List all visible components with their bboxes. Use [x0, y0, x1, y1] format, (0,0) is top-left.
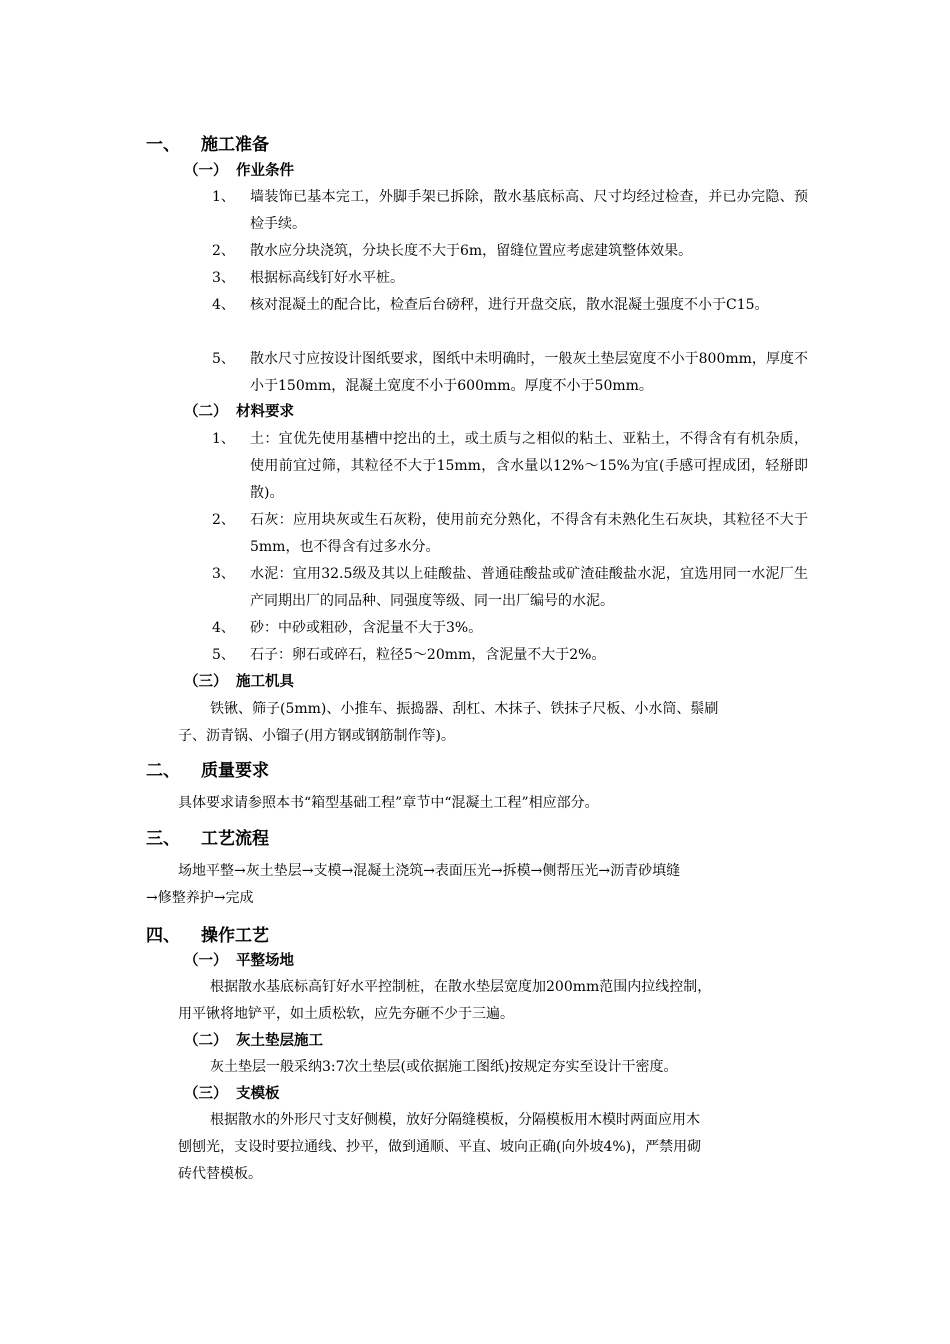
subsection-number: （二） — [184, 1033, 228, 1049]
list-item — [212, 184, 808, 238]
item-text: 砂：中砂或粗砂，含泥量不大于3%。 — [250, 620, 483, 636]
item-text: 根据标高线钉好水平桩。 — [250, 270, 404, 286]
list-item — [212, 507, 808, 561]
item-text: 石灰：应用块灰或生石灰粉，使用前充分熟化，不得含有未熟化生石灰块，其粒径不大于5mm，也不得含有过多水分。 — [250, 512, 808, 555]
subsection-number: （二） — [184, 404, 228, 420]
subsection-title: 灰土垫层施工 — [236, 1033, 323, 1049]
subsection-title: 平整场地 — [236, 953, 294, 969]
subsection-title: 材料要求 — [236, 404, 294, 420]
section-heading-3 — [146, 828, 806, 850]
subsection-title: 支模板 — [236, 1086, 280, 1102]
paragraph — [178, 974, 808, 1028]
section-title: 质量要求 — [201, 761, 269, 781]
subsection-number: （三） — [184, 1086, 228, 1102]
subsection-heading-1-1 — [184, 161, 294, 181]
subsection-number: （一） — [184, 163, 228, 179]
list-item — [212, 561, 808, 615]
paragraph-line: 根据散水的外形尺寸支好侧模，放好分隔缝模板，分隔模板用木模时两面应用木 — [210, 1112, 700, 1128]
item-text: 墙装饰已基本完工，外脚手架已拆除，散水基底标高、尺寸均经过检查，并已办完隐、预检手续。 — [250, 189, 808, 232]
paragraph — [146, 858, 808, 912]
section-title: 施工准备 — [201, 135, 269, 155]
paragraph-line: 子、沥青锅、小镏子(用方钢或钢筋制作等)。 — [178, 728, 455, 744]
paragraph-line: 根据散水基底标高钉好水平控制桩，在散水垫层宽度加200mm范围内拉线控制， — [210, 979, 712, 995]
paragraph-line: 具体要求请参照本书“箱型基础工程”章节中“混凝土工程”相应部分。 — [178, 795, 599, 811]
item-number: 3、 — [212, 566, 235, 582]
section-heading-1 — [146, 134, 806, 156]
list-item — [212, 238, 808, 265]
subsection-heading-1-3 — [184, 672, 294, 692]
list-item — [212, 642, 808, 669]
subsection-heading-4-1 — [184, 951, 294, 971]
item-number: 5、 — [212, 647, 235, 663]
item-text: 土：宜优先使用基槽中挖出的土，或土质与之相似的粘土、亚粘土，不得含有有机杂质，使用前宜过筛，其粒径不大于15mm，含水量以12%～15%为宜(手感可捏成团，轻掰即散)。 — [250, 431, 808, 501]
item-number: 1、 — [212, 431, 235, 447]
section-heading-4 — [146, 925, 806, 947]
item-number: 4、 — [212, 297, 235, 313]
section-number: 三、 — [146, 829, 180, 849]
item-text: 石子：卵石或碎石，粒径5～20mm，含泥量不大于2%。 — [250, 647, 606, 663]
subsection-number: （一） — [184, 953, 228, 969]
subsection-title: 作业条件 — [236, 163, 294, 179]
item-number: 2、 — [212, 243, 235, 259]
item-number: 1、 — [212, 189, 235, 205]
paragraph-line: 灰土垫层一般采纳3:7次土垫层(或依据施工图纸)按规定夯实至设计干密度。 — [210, 1059, 678, 1075]
paragraph — [178, 790, 808, 817]
section-heading-2 — [146, 760, 806, 782]
paragraph-line: 刨刨光，支设时要拉通线、抄平，做到通顺、平直、坡向正确(向外坡4%)，严禁用砌 — [178, 1139, 702, 1155]
item-text: 散水应分块浇筑，分块长度不大于6m，留缝位置应考虑建筑整体效果。 — [250, 243, 693, 259]
section-number: 四、 — [146, 926, 180, 946]
paragraph-line: 用平锹将地铲平，如土质松软，应先夯砸不少于三遍。 — [178, 1006, 514, 1022]
subsection-heading-4-2 — [184, 1031, 323, 1051]
item-number: 5、 — [212, 351, 235, 367]
item-text: 散水尺寸应按设计图纸要求，图纸中未明确时，一般灰土垫层宽度不小于800mm，厚度不小于150mm，混凝土宽度不小于600mm。厚度不小于50mm。 — [250, 351, 808, 394]
list-item — [212, 615, 808, 642]
item-text: 水泥：宜用32.5级及其以上硅酸盐、普通硅酸盐或矿渣硅酸盐水泥，宜选用同一水泥厂生产同期出厂的同品种、同强度等级、同一出厂编号的水泥。 — [250, 566, 808, 609]
paragraph — [178, 1107, 808, 1188]
section-number: 二、 — [146, 761, 180, 781]
paragraph — [178, 1054, 808, 1081]
paragraph-line: →修整养护→完成 — [146, 890, 254, 906]
list-item — [212, 346, 808, 400]
paragraph-line: 砖代替模板。 — [178, 1166, 262, 1182]
section-number: 一、 — [146, 135, 180, 155]
paragraph — [178, 696, 808, 750]
subsection-title: 施工机具 — [236, 674, 294, 690]
section-title: 工艺流程 — [201, 829, 269, 849]
list-item — [212, 426, 808, 507]
subsection-heading-1-2 — [184, 402, 294, 422]
item-number: 2、 — [212, 512, 235, 528]
list-item — [212, 265, 808, 292]
subsection-number: （三） — [184, 674, 228, 690]
item-text: 核对混凝土的配合比，检查后台磅秤，进行开盘交底，散水混凝土强度不小于C15。 — [250, 297, 769, 313]
item-number: 4、 — [212, 620, 235, 636]
paragraph-line: 场地平整→灰土垫层→支模→混凝土浇筑→表面压光→拆模→侧帮压光→沥青砂填缝 — [178, 863, 681, 879]
item-number: 3、 — [212, 270, 235, 286]
paragraph-line: 铁锹、筛子(5mm)、小推车、振捣器、刮杠、木抹子、铁抹子尺板、小水筒、鬃刷 — [210, 701, 719, 717]
list-item — [212, 292, 808, 319]
section-title: 操作工艺 — [201, 926, 269, 946]
subsection-heading-4-3 — [184, 1084, 280, 1104]
